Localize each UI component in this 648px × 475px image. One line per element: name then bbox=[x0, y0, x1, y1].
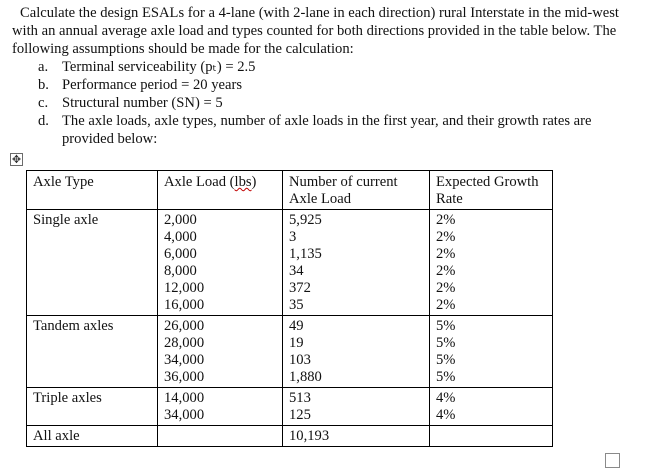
total-label-cell: All axle bbox=[27, 426, 158, 447]
axle-load-cell bbox=[158, 210, 283, 316]
value: 26,000 bbox=[164, 318, 205, 334]
table-resize-handle[interactable] bbox=[605, 453, 620, 468]
value: 28,000 bbox=[164, 335, 205, 351]
header-growth: Expected Growth Rate bbox=[430, 171, 553, 210]
table-row bbox=[27, 210, 553, 316]
value: 5,925 bbox=[289, 212, 322, 228]
count-cell bbox=[283, 388, 430, 426]
axle-type-cell: Tandem axles bbox=[27, 316, 158, 388]
problem-statement bbox=[12, 4, 636, 148]
header-axle-load-prefix: Axle Load ( bbox=[164, 174, 235, 190]
table-row bbox=[27, 388, 553, 426]
value: 16,000 bbox=[164, 297, 205, 313]
value: 34 bbox=[289, 263, 304, 279]
assumption-text: Performance period = 20 years bbox=[62, 77, 243, 93]
value: 2% bbox=[436, 246, 456, 262]
value: 12,000 bbox=[164, 280, 205, 296]
assumption-item bbox=[12, 112, 636, 148]
count-cell bbox=[283, 210, 430, 316]
intro-paragraph: Calculate the design ESALs for a 4-lane (with 2-lane in each direction) rural Interstate in the mid-west with an annual average axle load and types counted for both directions provided in the table below. The following assumptions should be made for the calculation: bbox=[12, 5, 619, 57]
value: 2% bbox=[436, 263, 456, 279]
value: 3 bbox=[289, 229, 297, 245]
total-load-cell bbox=[158, 426, 283, 447]
assumption-list bbox=[12, 58, 636, 148]
value: 5% bbox=[436, 352, 456, 368]
growth-cell bbox=[430, 210, 553, 316]
move-cross-icon[interactable]: ✥ bbox=[11, 153, 22, 166]
assumption-item bbox=[12, 94, 636, 112]
value: 4% bbox=[436, 390, 456, 406]
value: 2% bbox=[436, 280, 456, 296]
header-axle-load-suffix: ) bbox=[251, 174, 257, 190]
value: 36,000 bbox=[164, 369, 205, 385]
assumption-item bbox=[12, 58, 636, 76]
value: 125 bbox=[289, 407, 311, 423]
table-header-row bbox=[27, 171, 553, 210]
total-growth-cell bbox=[430, 426, 553, 447]
list-marker: c. bbox=[38, 95, 49, 111]
list-marker: a. bbox=[38, 59, 49, 75]
axle-load-cell bbox=[158, 388, 283, 426]
list-marker: d. bbox=[38, 113, 49, 129]
assumption-item bbox=[12, 76, 636, 94]
value: 14,000 bbox=[164, 390, 205, 406]
assumption-text: The axle loads, axle types, number of axle loads in the first year, and their growth rates are provided below: bbox=[62, 113, 592, 147]
value: 49 bbox=[289, 318, 304, 334]
assumption-text: Structural number (SN) = 5 bbox=[62, 95, 223, 111]
value: 5% bbox=[436, 335, 456, 351]
growth-cell bbox=[430, 316, 553, 388]
value: 372 bbox=[289, 280, 311, 296]
value: 1,880 bbox=[289, 369, 322, 385]
value: 34,000 bbox=[164, 407, 205, 423]
value: 513 bbox=[289, 390, 311, 406]
axle-load-cell bbox=[158, 316, 283, 388]
axle-type-cell: Single axle bbox=[27, 210, 158, 316]
value: 2% bbox=[436, 212, 456, 228]
value: 6,000 bbox=[164, 246, 197, 262]
value: 103 bbox=[289, 352, 311, 368]
value: 2% bbox=[436, 297, 456, 313]
count-cell bbox=[283, 316, 430, 388]
header-axle-load-unit: lbs bbox=[234, 174, 252, 190]
value: 4% bbox=[436, 407, 456, 423]
total-count-cell: 10,193 bbox=[283, 426, 430, 447]
assumption-text: Terminal serviceability (pₜ) = 2.5 bbox=[62, 59, 256, 75]
table-row bbox=[27, 316, 553, 388]
list-marker: b. bbox=[38, 77, 49, 93]
value: 2% bbox=[436, 229, 456, 245]
axle-load-table bbox=[26, 170, 553, 447]
value: 34,000 bbox=[164, 352, 205, 368]
value: 5% bbox=[436, 369, 456, 385]
value: 19 bbox=[289, 335, 304, 351]
value: 2,000 bbox=[164, 212, 197, 228]
table-total-row bbox=[27, 426, 553, 447]
growth-cell bbox=[430, 388, 553, 426]
header-count: Number of current Axle Load bbox=[283, 171, 430, 210]
header-axle-type: Axle Type bbox=[27, 171, 158, 210]
axle-type-cell: Triple axles bbox=[27, 388, 158, 426]
value: 5% bbox=[436, 318, 456, 334]
value: 35 bbox=[289, 297, 304, 313]
value: 1,135 bbox=[289, 246, 322, 262]
value: 4,000 bbox=[164, 229, 197, 245]
value: 8,000 bbox=[164, 263, 197, 279]
header-axle-load bbox=[158, 171, 283, 210]
